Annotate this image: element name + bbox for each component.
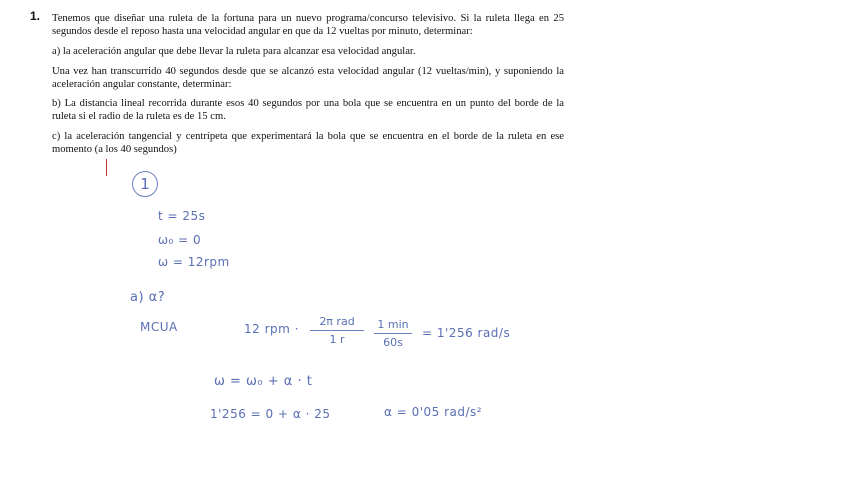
fraction-bar xyxy=(374,333,412,334)
hw-omega: ω = 12rpm xyxy=(158,255,230,269)
hw-result: = 1'256 rad/s xyxy=(422,326,511,340)
hw-time: t = 25s xyxy=(158,209,206,223)
hw-fraction-min-numerator: 1 min xyxy=(377,318,409,331)
hw-fraction-min xyxy=(374,318,412,349)
problem-intro: Tenemos que diseñar una ruleta de la fortuna para un nuevo programa/concurso televisivo. Si la ruleta llega en 25 segundos desde el reposo hasta una velocidad angular en que da 12 vueltas por minuto, determinar: xyxy=(52,13,564,37)
hw-fraction-rad-numerator: 2π rad xyxy=(319,315,355,328)
hw-rpm: 12 rpm · xyxy=(244,322,299,336)
circled-number: 1 xyxy=(132,171,158,197)
problem-middle: Una vez han transcurrido 40 segundos desde que se alcanzó esta velocidad angular (12 vueltas/min), y suponiendo la aceleración angular constante, determinar: xyxy=(52,66,564,90)
hw-part-a-label: a) α? xyxy=(130,290,166,305)
hw-fraction-rad-denominator: 1 r xyxy=(329,333,345,346)
hw-mcua: MCUA xyxy=(140,320,178,334)
hw-substitution: 1'256 = 0 + α · 25 xyxy=(210,407,331,421)
text-cursor xyxy=(106,159,107,176)
hw-formula: ω = ω₀ + α · t xyxy=(214,374,313,389)
hw-alpha-result: α = 0'05 rad/s² xyxy=(384,405,483,419)
problem-part-c: c) la aceleración tangencial y centrípeta que experimentará la bola que se encuentra en el borde de la ruleta en ese momento (a los 40 segundos) xyxy=(52,131,564,155)
problem-part-a: a) la aceleración angular que debe llevar la ruleta para alcanzar esa velocidad angular. xyxy=(52,46,416,57)
problem-part-b: b) La distancia lineal recorrida durante esos 40 segundos por una bola que se encuentra en un punto del borde de la ruleta si el radio de la ruleta es de 15 cm. xyxy=(52,98,564,122)
hw-fraction-rad xyxy=(310,315,364,346)
fraction-bar xyxy=(310,330,364,331)
hw-initial-omega: ω₀ = 0 xyxy=(158,233,202,247)
problem-number: 1. xyxy=(30,9,41,23)
hw-fraction-min-denominator: 60s xyxy=(383,336,403,349)
